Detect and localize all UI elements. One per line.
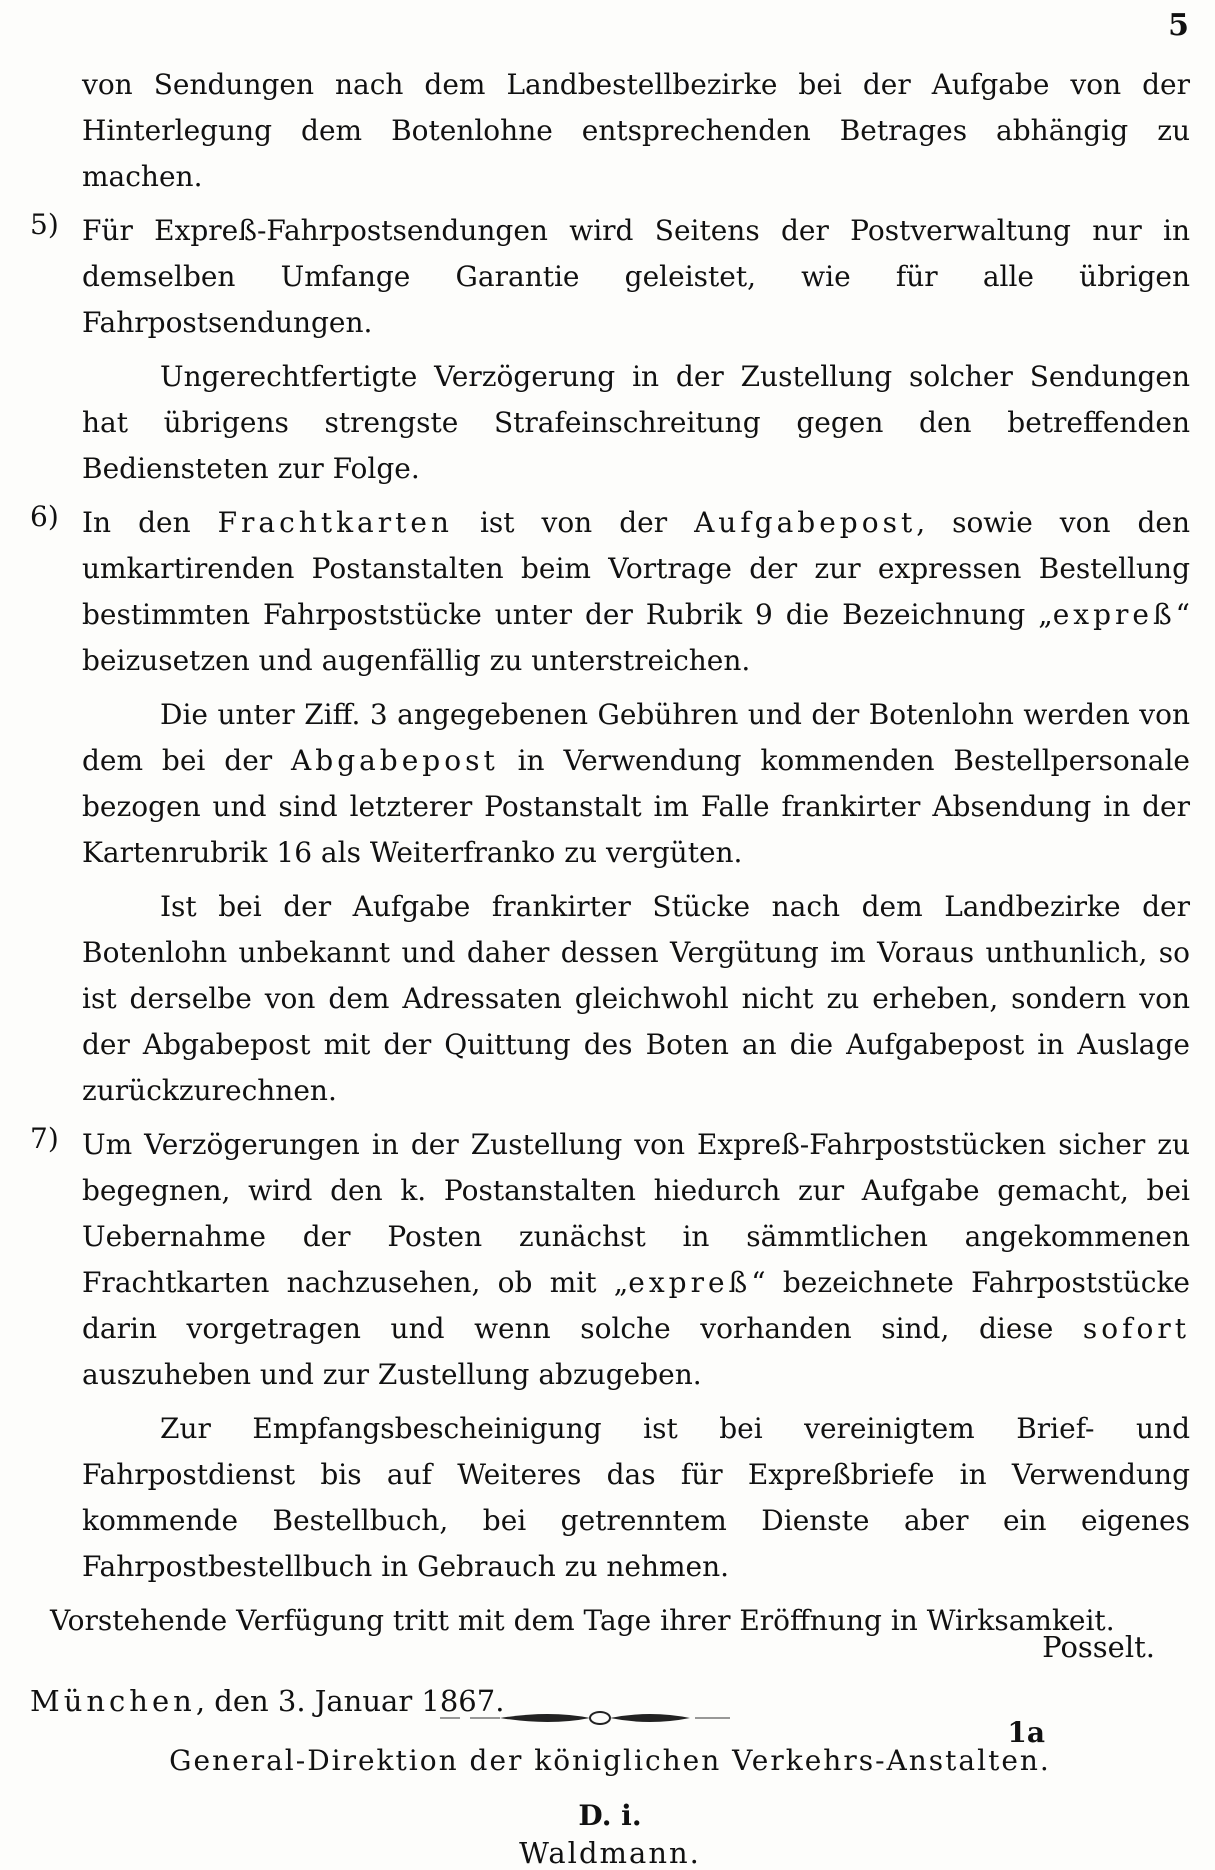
aufgabepost-term: Aufgabepost xyxy=(694,506,917,539)
express-term-2: expreß xyxy=(628,1266,752,1299)
item-6-text-a: In den xyxy=(82,506,218,539)
express-term: expreß xyxy=(1052,598,1176,631)
signature-posselt: Posselt. xyxy=(1042,1630,1155,1664)
item-7-text-c: auszuheben und zur Zustellung abzugeben. xyxy=(82,1358,702,1391)
item-5 xyxy=(30,208,1190,354)
item-6-text-b: ist von der xyxy=(452,506,695,539)
item-7-number: 7) xyxy=(30,1122,59,1155)
intro-paragraph: von Sendungen nach dem Landbestellbezirke bei der Aufgabe von der Hinterlegung dem Botenlohne entsprechenden Betrages abhängig zu machen. xyxy=(82,68,1190,193)
item-7-text xyxy=(82,1122,1190,1398)
document-body xyxy=(30,62,1190,1870)
item-7 xyxy=(30,1122,1190,1406)
item-6-number: 6) xyxy=(30,500,59,533)
authority-line: General-Direktion der königlichen Verkehrs-Anstalten. xyxy=(169,1744,1051,1777)
item-7-text-a: Um Verzögerungen in der Zustellung von Expreß-Fahrpoststücken sicher zu begegnen, wird den k. Postanstalten hiedurch zur Aufgabe gemacht, bei Uebernahme der Posten zunächst in sämmtlichen angekommenen Frachtkarten nachzusehen, ob mit „ xyxy=(82,1128,1190,1299)
date-rest: , den 3. Januar 1867. xyxy=(195,1684,505,1718)
signature-mark: 1a xyxy=(1007,1716,1045,1749)
abgabepost-term: Abgabepost xyxy=(291,744,499,777)
item-6-paragraph-3: Ist bei der Aufgabe frankirter Stücke nach dem Landbezirke der Botenlohn unbekannt und daher dessen Vergütung im Voraus unthunlich, so ist derselbe von dem Adressaten gleichwohl nicht zu erheben, sondern von der Abgabepost mit der Quittung des Boten an die Aufgabepost in Auslage zurückzurechnen. xyxy=(82,890,1190,1107)
item-6-p2-a: Die unter Ziff. 3 angegebenen Gebühren und der Botenlohn werden von dem bei der xyxy=(82,698,1190,777)
sofort-term: sofort xyxy=(1082,1312,1190,1345)
signature-waldmann: Waldmann. xyxy=(519,1836,701,1870)
item-6-text-c: , sowie von den umkartirenden Postanstalten beim Vortrage der zur expressen Bestellung bestimmten Fahrpoststücke unter der Rubrik 9 die Bezeichnung „ xyxy=(82,506,1191,631)
di-abbreviation: D. i. xyxy=(578,1799,642,1832)
item-7-text-b: “ bezeichnete Fahrpoststücke darin vorgetragen und wenn solche vorhanden sind, diese xyxy=(82,1266,1190,1345)
decree-line: Vorstehende Verfügung tritt mit dem Tage ihrer Eröffnung in Wirksamkeit. xyxy=(50,1604,1115,1637)
item-5-number: 5) xyxy=(30,208,59,241)
item-6 xyxy=(30,500,1190,692)
frachtkarten-term: Frachtkarten xyxy=(217,506,453,539)
item-6-paragraph-2 xyxy=(82,692,1190,876)
item-6-text-d: “ beizusetzen und augenfällig zu unterstreichen. xyxy=(82,598,1190,677)
item-5-paragraph-2: Ungerechtfertigte Verzögerung in der Zustellung solcher Sendungen hat übrigens strengste Strafeinschreitung gegen den betreffenden Bediensteten zur Folge. xyxy=(82,360,1190,485)
item-6-p2-b: in Verwendung kommenden Bestellpersonale bezogen und sind letzterer Postanstalt im Falle frankirter Absendung in der Kartenrubrik 16 als Weiterfranko zu vergüten. xyxy=(82,744,1191,869)
page-number: 5 xyxy=(1168,8,1189,43)
item-7-paragraph-2: Zur Empfangsbescheinigung ist bei vereinigtem Brief- und Fahrpostdienst bis auf Weiteres das für Expreßbriefe in Verwendung kommende Bestellbuch, bei getrenntem Dienste aber ein eigenes Fahrpostbestellbuch in Gebrauch zu nehmen. xyxy=(82,1412,1190,1583)
ornament-divider-icon xyxy=(440,1706,760,1730)
date-city: München xyxy=(30,1684,196,1718)
item-6-text xyxy=(82,500,1190,684)
item-5-text: Für Expreß-Fahrpostsendungen wird Seitens der Postverwaltung nur in demselben Umfange Garantie geleistet, wie für alle übrigen Fahrpostsendungen. xyxy=(82,214,1190,339)
